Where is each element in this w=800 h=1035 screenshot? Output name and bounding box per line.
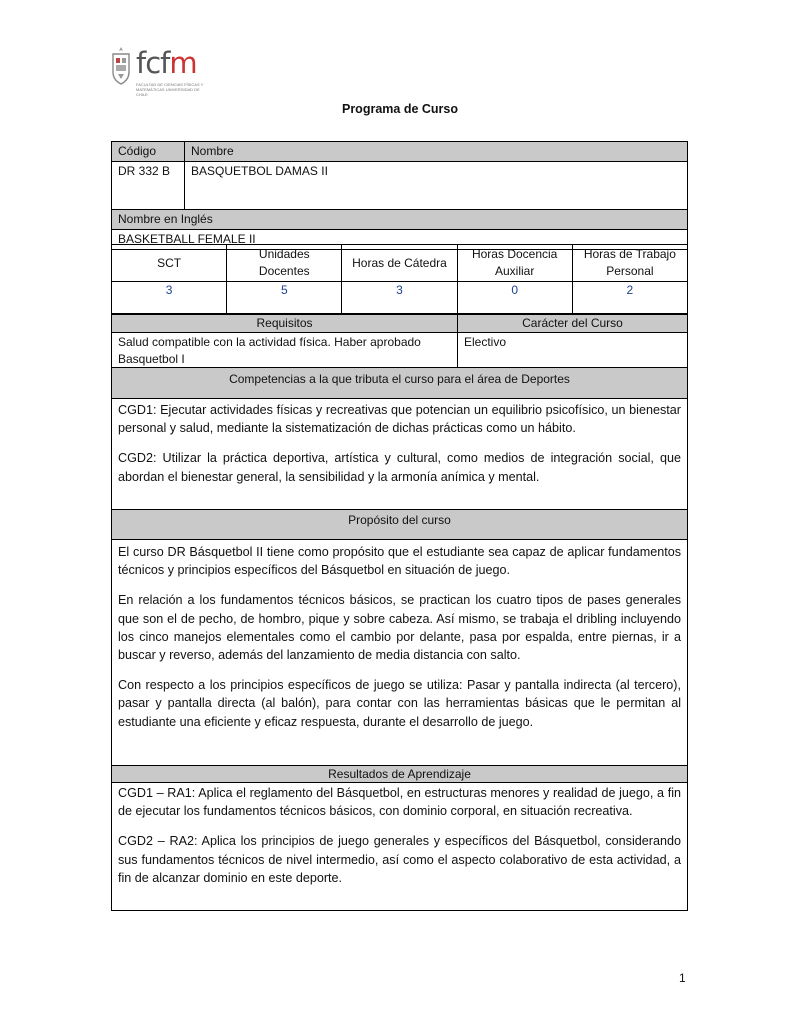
- learning-outcomes-header: Resultados de Aprendizaje: [112, 766, 687, 783]
- english-name-label: Nombre en Inglés: [112, 210, 688, 230]
- name-label: Nombre: [185, 142, 688, 162]
- requirements-value: Salud compatible con la actividad física. Haber aprobado Basquetbol I: [112, 333, 458, 370]
- hours-header-units: Unidades Docentes: [227, 245, 342, 282]
- course-code: DR 332 B: [112, 162, 185, 210]
- hours-value-auxiliary: 0: [457, 282, 572, 314]
- competency-cgd2: CGD2: Utilizar la práctica deportiva, artística y cultural, como medios de integración social, que abordan el bienestar general, la sensibilidad y la armonía anímica y mental.: [118, 451, 681, 484]
- university-crest-icon: [110, 46, 132, 86]
- competencies-header: Competencias a la que tributa el curso para el área de Deportes: [112, 368, 687, 399]
- purpose-paragraph: El curso DR Básquetbol II tiene como propósito que el estudiante sea capaz de aplicar fundamentos técnicos y principios específicos del Básquetbol en situación de juego.: [118, 545, 681, 578]
- course-character-label: Carácter del Curso: [458, 315, 688, 333]
- course-name: BASQUETBOL DAMAS II: [185, 162, 688, 210]
- hours-value-lecture: 3: [342, 282, 457, 314]
- document-title: Programa de Curso: [341, 102, 458, 116]
- fcfm-logo: [110, 44, 204, 100]
- hours-header-sct: SCT: [112, 245, 227, 282]
- purpose-paragraph: En relación a los fundamentos técnicos básicos, se practican los cuatro tipos de pases generales que son el de pecho, de hombro, pique y sobre cabeza. Así mismo, se trabaja el dribling incluyendo los cinco manejos elementales como el cambio por delante, pasa por espalda, entre piernas, ir a buscar y reverso, además del lanzamiento de media distancia con salto.: [118, 593, 681, 663]
- learning-outcome-ra2: CGD2 – RA2: Aplica los principios de juego generales y específicos del Básquetbol, considerando sus fundamentos técnicos de nivel intermedio, así como el aspecto colaborativo de esta actividad, a fin de alcanzar dominio en este deporte.: [118, 834, 681, 885]
- hours-value-units: 5: [227, 282, 342, 314]
- hours-table: [111, 244, 688, 314]
- logo-subtitle: FACULTAD DE CIENCIAS FÍSICAS Y MATEMÁTICAS UNIVERSIDAD DE CHILE: [136, 82, 204, 97]
- hours-value-sct: 3: [112, 282, 227, 314]
- requirements-table: [111, 314, 688, 370]
- purpose-section: [111, 509, 688, 766]
- learning-outcomes-section: [111, 765, 688, 911]
- course-character-value: Electivo: [458, 333, 688, 370]
- purpose-paragraph: Con respecto a los principios específicos de juego se utiliza: Pasar y pantalla indirecta (al tercero), pasar y pantalla directa (al balón), para contar con las herramientas básicas que le permitan al estudiante una eficiente y eficaz respuesta, durante el desarrollo de juego.: [118, 678, 681, 729]
- logo-wordmark: fcfm: [136, 46, 197, 80]
- hours-header-personal: Horas de Trabajo Personal: [572, 245, 687, 282]
- hours-header-lecture: Horas de Cátedra: [342, 245, 457, 282]
- code-label: Código: [112, 142, 185, 162]
- page-number: 1: [679, 971, 686, 985]
- hours-header-auxiliary: Horas Docencia Auxiliar: [457, 245, 572, 282]
- course-identification-table: [111, 141, 688, 250]
- competencies-section: [111, 367, 688, 510]
- learning-outcome-ra1: CGD1 – RA1: Aplica el reglamento del Básquetbol, en estructuras menores y realidad de juego, a fin de ejecutar los fundamentos técnicos básicos, con dominio corporal, en situación recreativa.: [118, 786, 681, 819]
- english-name: BASKETBALL FEMALE II: [112, 230, 688, 250]
- hours-value-personal: 2: [572, 282, 687, 314]
- requirements-label: Requisitos: [112, 315, 458, 333]
- competency-cgd1: CGD1: Ejecutar actividades físicas y recreativas que potencian un equilibrio psicofísico, un bienestar personal y salud, mediante la sistematización de dichas prácticas como un hábito.: [118, 403, 681, 436]
- purpose-header: Propósito del curso: [112, 510, 687, 540]
